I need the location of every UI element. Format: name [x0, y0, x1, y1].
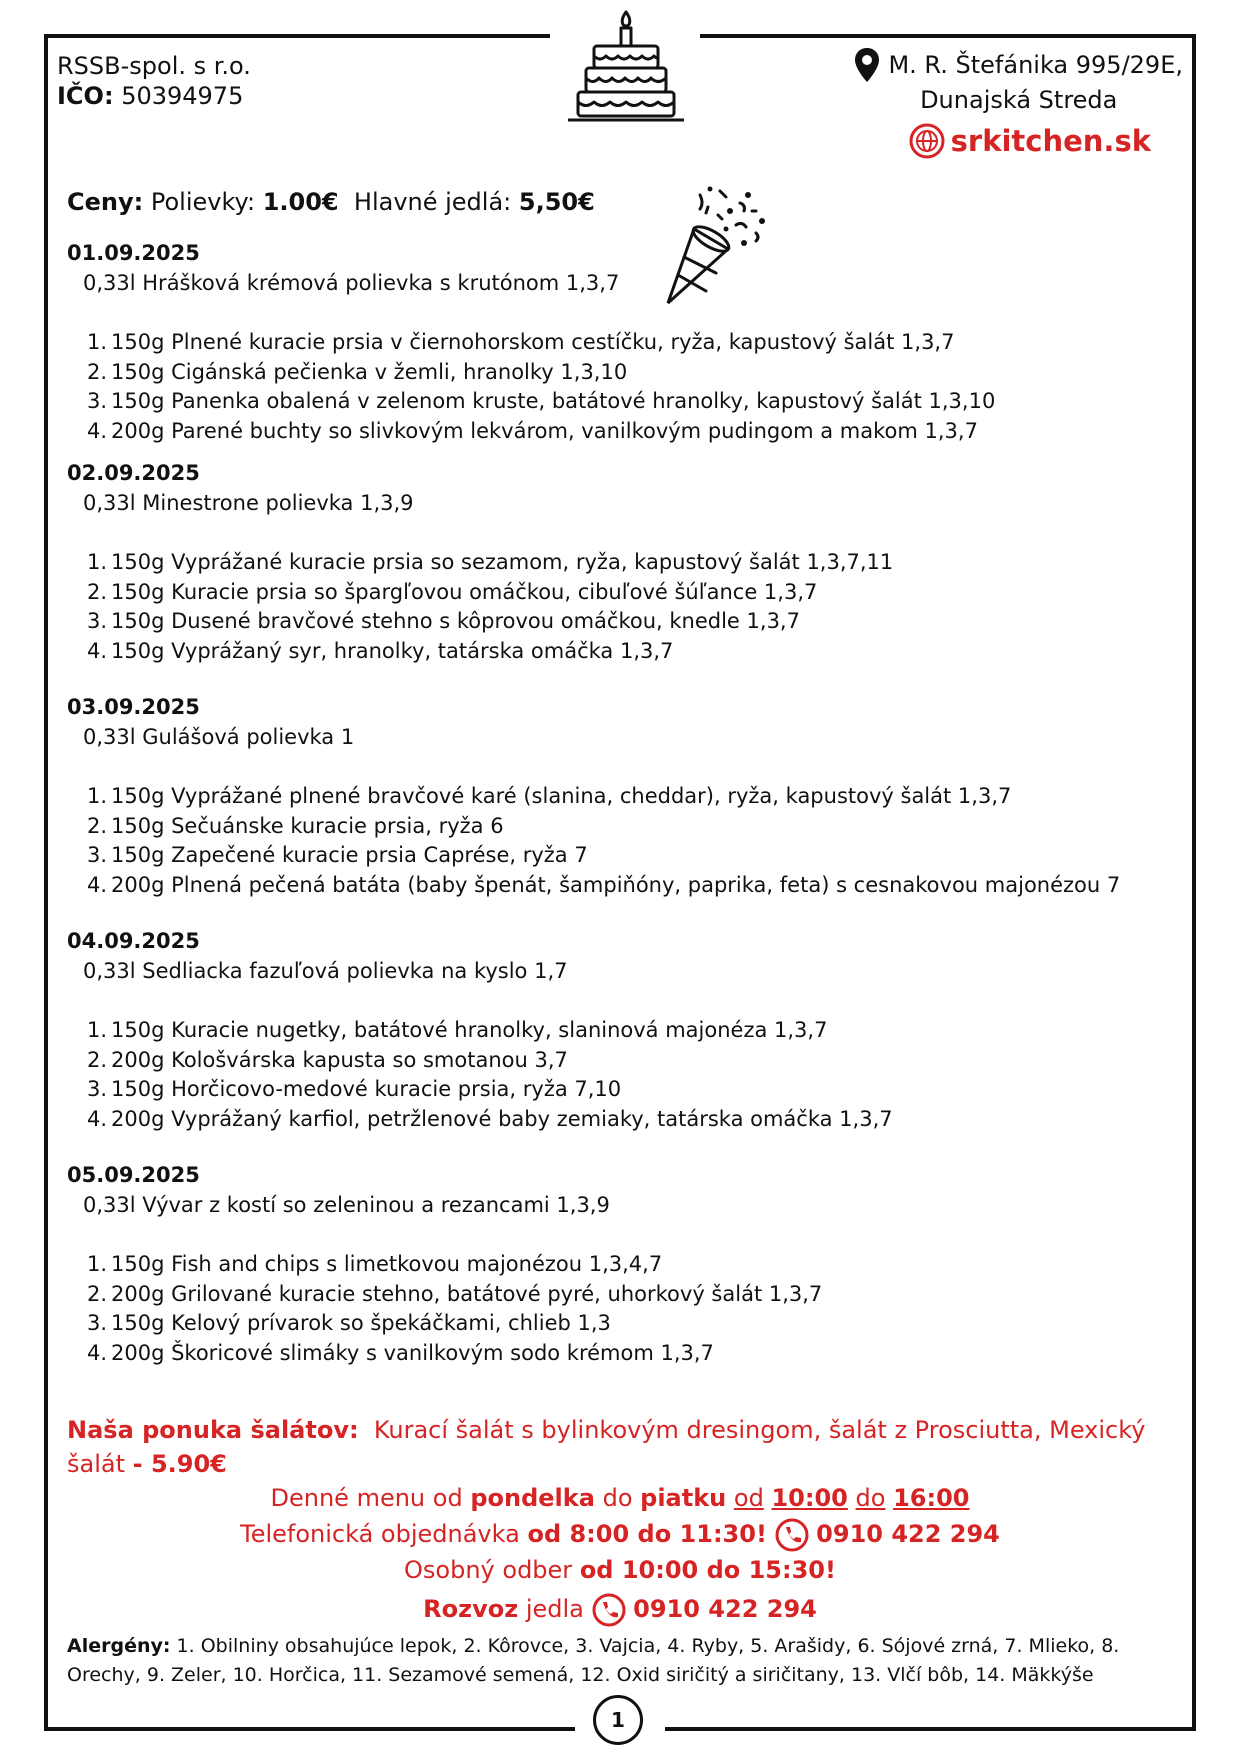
dish-number: 1.	[87, 1018, 108, 1042]
dish-text: 150g Sečuánske kuracie prsia, ryža 6	[111, 813, 504, 838]
delivery-number[interactable]: 0910 422 294	[633, 1595, 817, 1623]
globe-icon	[909, 123, 945, 159]
delivery-label: Rozvoz	[423, 1595, 519, 1623]
dish-text: 150g Plnené kuracie prsia v čiernohorskom cestíčku, ryža, kapustový šalát 1,3,7	[111, 330, 955, 354]
dish-item	[67, 1250, 1177, 1280]
website[interactable]	[909, 123, 1151, 159]
dish-number: 1.	[87, 330, 108, 354]
day-soup: 0,33l Sedliacka fazuľová polievka na kyslo 1,7	[83, 959, 568, 983]
dish-text: 200g Vyprážaný karfiol, petržlenové baby zemiaky, tatárska omáčka 1,3,7	[111, 1106, 893, 1131]
hours-day-from: pondelka	[470, 1484, 595, 1512]
dish-item	[67, 871, 1177, 901]
dish-text: 200g Plnená pečená batáta (baby špenát, šampiňóny, paprika, feta) s cesnakovou majonézou 7	[111, 872, 1121, 897]
main-price-label: Hlavné jedlá:	[353, 188, 512, 216]
day-soup: 0,33l Vývar z kostí so zeleninou a rezancami 1,3,9	[83, 1193, 610, 1217]
dish-number: 3.	[87, 843, 108, 867]
pickup-hours: od 10:00 do 15:30!	[579, 1556, 836, 1584]
dish-item	[67, 1309, 1177, 1339]
dish-text: 150g Fish and chips s limetkovou majonézou 1,3,4,7	[111, 1252, 663, 1276]
dish-item	[67, 578, 1177, 608]
day-soup: 0,33l Minestrone polievka 1,3,9	[83, 491, 414, 515]
dish-item	[67, 1016, 1177, 1046]
hours-text-c: do	[602, 1484, 633, 1512]
dish-text: 150g Cigánská pečienka v žemli, hranolky 1,3,10	[111, 359, 628, 384]
dish-number: 3.	[87, 389, 108, 413]
company-info	[57, 51, 251, 111]
allergens-text: 1. Obilniny obsahujúce lepok, 2. Kôrovce, 3. Vajcia, 4. Ryby, 5. Arašidy, 6. Sójové zrná, 7. Mlieko, 8. Orechy, 9. Zeler, 10. Horčica, 11. Sezamové semená, 12. Oxid siričitý a siričitany, 13. Vlčí bôb, 14. Mäkkýše	[67, 1635, 1120, 1686]
dish-text: 200g Škoricové slimáky s vanilkovým sodo krémom 1,3,7	[111, 1340, 714, 1365]
dish-text: 150g Vyprážané plnené bravčové karé (slanina, cheddar), ryža, kapustový šalát 1,3,7	[111, 784, 1012, 808]
delivery	[44, 1593, 1196, 1627]
dish-number: 4.	[87, 1340, 108, 1365]
dish-item	[67, 358, 1177, 388]
day-date: 01.09.2025	[67, 241, 200, 265]
day-date: 05.09.2025	[67, 1163, 200, 1187]
prices	[67, 188, 595, 216]
dish-item	[67, 1339, 1177, 1369]
day-soup: 0,33l Hrášková krémová polievka s krutónom 1,3,7	[83, 271, 620, 295]
soup-price-label: Polievky:	[150, 188, 256, 216]
dish-number: 3.	[87, 1311, 108, 1335]
dish-item	[67, 1280, 1177, 1310]
allergens	[67, 1632, 1177, 1690]
dish-number: 2.	[87, 359, 108, 384]
phone-icon	[592, 1593, 626, 1627]
dish-item	[67, 548, 1177, 578]
dish-number: 2.	[87, 1047, 108, 1072]
dish-text: 150g Vyprážaný syr, hranolky, tatárska omáčka 1,3,7	[111, 638, 674, 663]
allergens-label: Alergény:	[67, 1635, 171, 1657]
hours-time-from: 10:00	[771, 1484, 848, 1512]
dish-item	[67, 782, 1177, 812]
dish-text: 150g Panenka obalená v zelenom kruste, batátové hranolky, kapustový šalát 1,3,10	[111, 389, 996, 413]
dish-number: 1.	[87, 784, 108, 808]
address-line1: M. R. Štefánika 995/29E,	[888, 51, 1183, 79]
dish-text: 150g Kuracie prsia so špargľovou omáčkou, cibuľové šúľance 1,3,7	[111, 579, 818, 604]
day-date: 03.09.2025	[67, 695, 200, 719]
hours-day-to: piatku	[640, 1484, 727, 1512]
hours-text-a: Denné menu od	[270, 1484, 463, 1512]
dish-text: 200g Parené buchty so slivkovým lekvárom, vanilkovým pudingom a makom 1,3,7	[111, 418, 978, 443]
menu-day	[67, 458, 1177, 666]
dish-number: 3.	[87, 1077, 108, 1101]
hours-text-e: od	[733, 1484, 764, 1512]
company-ico	[57, 81, 251, 111]
hours-time-to: 16:00	[893, 1484, 970, 1512]
ico-value: 50394975	[121, 82, 244, 110]
location-pin-icon	[854, 47, 880, 83]
weekly-menu	[67, 238, 1177, 1394]
pickup	[44, 1556, 1196, 1584]
dish-text: 150g Dusené bravčové stehno s kôprovou omáčkou, knedle 1,3,7	[111, 609, 800, 633]
dish-number: 1.	[87, 1252, 108, 1276]
dish-number: 1.	[87, 550, 108, 574]
phone-icon	[775, 1518, 809, 1552]
dish-item	[67, 1105, 1177, 1135]
day-date: 04.09.2025	[67, 929, 200, 953]
dish-item	[67, 1046, 1177, 1076]
dish-item	[67, 387, 1177, 417]
dish-item	[67, 812, 1177, 842]
salad-offer	[67, 1413, 1177, 1481]
dish-text: 150g Zapečené kuracie prsia Caprése, ryža 7	[111, 843, 588, 867]
day-soup: 0,33l Gulášová polievka 1	[83, 725, 355, 749]
soup-price: 1.00€	[262, 188, 339, 216]
salad-list: Kurací šalát s bylinkovým dresingom, šalát z Prosciutta, Mexický šalát	[67, 1416, 1146, 1478]
prices-label: Ceny:	[67, 188, 144, 216]
pickup-label: Osobný odber	[404, 1556, 573, 1584]
website-text[interactable]: srkitchen.sk	[950, 124, 1151, 158]
dish-item	[67, 328, 1177, 358]
dish-number: 4.	[87, 418, 108, 443]
dish-number: 2.	[87, 813, 108, 838]
hours-text-g: do	[855, 1484, 886, 1512]
dish-item	[67, 417, 1177, 447]
phone-order-hours: od 8:00 do 11:30!	[527, 1520, 767, 1548]
dish-number: 2.	[87, 1281, 108, 1306]
phone-order-number[interactable]: 0910 422 294	[816, 1520, 1000, 1548]
dish-text: 200g Grilované kuracie stehno, batátové pyré, uhorkový šalát 1,3,7	[111, 1281, 823, 1306]
ico-label: IČO:	[57, 82, 114, 110]
page-number: 1	[593, 1695, 643, 1745]
day-date: 02.09.2025	[67, 461, 200, 485]
phone-order	[44, 1518, 1196, 1552]
address-line2: Dunajská Streda	[920, 86, 1118, 114]
menu-day	[67, 238, 1177, 446]
dish-number: 2.	[87, 579, 108, 604]
dish-item	[67, 841, 1177, 871]
menu-day	[67, 1160, 1177, 1368]
opening-hours	[44, 1484, 1196, 1512]
salad-label: Naša ponuka šalátov:	[67, 1416, 359, 1444]
delivery-label-2: jedla	[525, 1595, 584, 1623]
dish-item	[67, 607, 1177, 637]
dish-number: 3.	[87, 609, 108, 633]
dish-text: 150g Horčicovo-medové kuracie prsia, ryža 7,10	[111, 1077, 622, 1101]
dish-item	[67, 637, 1177, 667]
dish-number: 4.	[87, 1106, 108, 1131]
main-price: 5,50€	[518, 188, 595, 216]
dish-text: 150g Vyprážané kuracie prsia so sezamom, ryža, kapustový šalát 1,3,7,11	[111, 550, 894, 574]
dish-item	[67, 1075, 1177, 1105]
dish-number: 4.	[87, 872, 108, 897]
phone-order-label: Telefonická objednávka	[240, 1520, 520, 1548]
dish-text: 150g Kelový prívarok so špekáčkami, chlieb 1,3	[111, 1311, 611, 1335]
cake-icon	[560, 0, 690, 130]
salad-price: - 5.90€	[132, 1450, 227, 1478]
dish-number: 4.	[87, 638, 108, 663]
address	[854, 47, 1183, 117]
dish-text: 150g Kuracie nugetky, batátové hranolky, slaninová majonéza 1,3,7	[111, 1018, 828, 1042]
dish-text: 200g Kološvárska kapusta so smotanou 3,7	[111, 1047, 568, 1072]
company-name: RSSB-spol. s r.o.	[57, 52, 251, 80]
menu-day	[67, 692, 1177, 900]
menu-day	[67, 926, 1177, 1134]
